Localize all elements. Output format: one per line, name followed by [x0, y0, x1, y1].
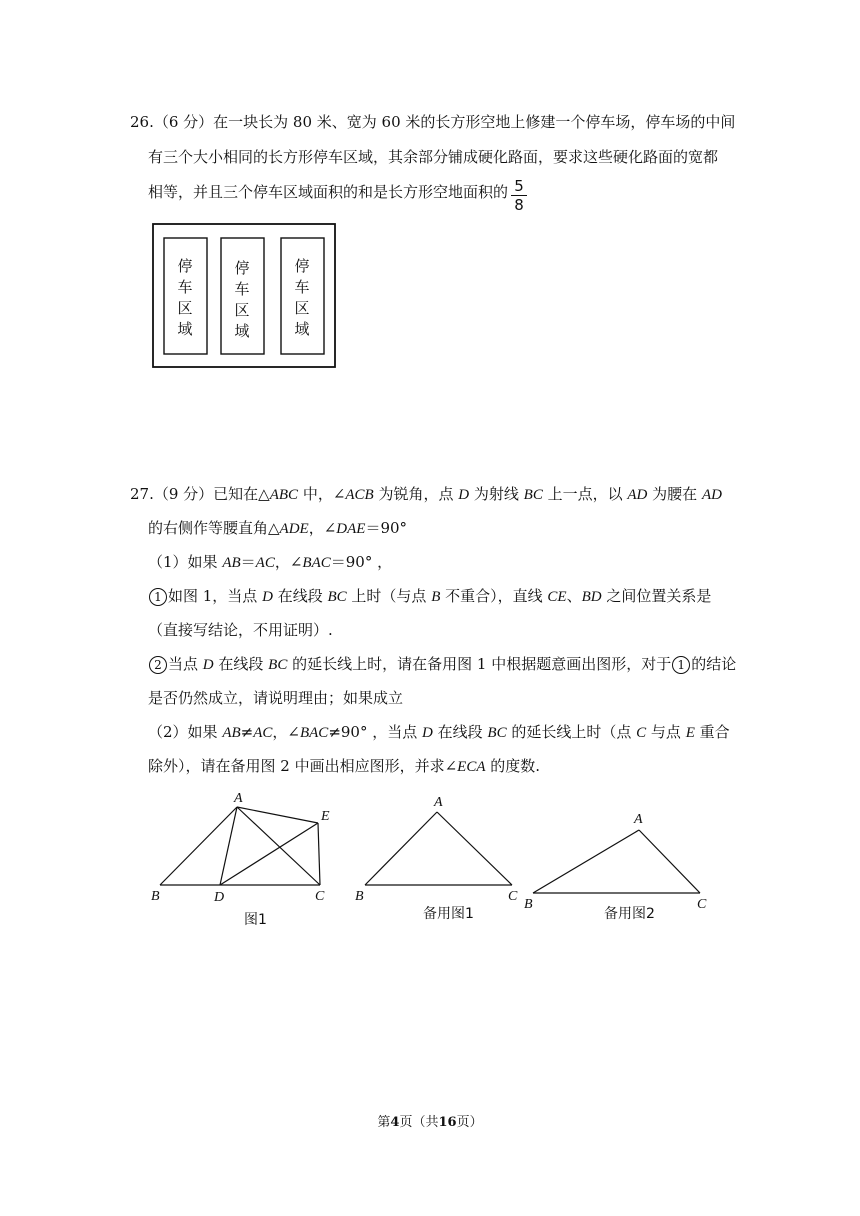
backup-figure-1: [365, 812, 512, 885]
math-var: D: [202, 657, 214, 673]
math-var: BC: [523, 487, 543, 503]
math-var: AC: [255, 555, 275, 571]
segment-AD: [220, 807, 237, 885]
math-var: AC: [253, 725, 273, 741]
text: 为射线: [469, 485, 524, 503]
fig2-caption: 备用图1: [423, 906, 474, 922]
q27-part2: [148, 722, 730, 743]
text: ＝90° ，: [330, 553, 393, 571]
text: ，∠: [272, 723, 300, 741]
zone3-char-3: 区: [294, 299, 310, 317]
fraction-numerator: 5: [514, 177, 524, 195]
text: 中，∠: [298, 485, 346, 503]
q27-part1-intro: [148, 552, 392, 573]
fig3-label-B: B: [524, 897, 533, 912]
text: ，∠: [308, 519, 337, 537]
math-var: BAC: [299, 725, 329, 741]
fig1-label-E: E: [321, 809, 330, 824]
q27-part2-cont: [148, 756, 540, 777]
text: ≠90° ，当点: [328, 723, 423, 741]
q27-sub2: [148, 654, 736, 675]
math-var: AB: [222, 725, 241, 741]
segment-AB: [365, 812, 437, 885]
fig3-label-A: A: [634, 812, 643, 827]
segment-AC: [237, 807, 320, 885]
math-var: BC: [268, 657, 288, 673]
segment-EC: [318, 823, 320, 885]
segment-AB: [160, 807, 237, 885]
math-var: AD: [701, 487, 722, 503]
text: 的度数.: [485, 757, 541, 775]
zone2-char-1: 停: [234, 259, 250, 277]
text: 之间位置关系是: [601, 587, 712, 605]
fig2-label-B: B: [355, 889, 364, 904]
text: ＝90°: [365, 519, 408, 537]
page-number: 4: [390, 1115, 400, 1130]
math-var: ADE: [279, 521, 309, 537]
text: ≠: [240, 723, 254, 741]
math-var: AB: [222, 555, 241, 571]
zone3-char-4: 域: [294, 320, 310, 338]
segment-AC: [437, 812, 512, 885]
fig3-label-C: C: [697, 897, 707, 912]
text: ，∠: [274, 553, 303, 571]
text: 的延长线上时（点: [506, 723, 637, 741]
math-var: BD: [581, 589, 602, 605]
text: ＝: [240, 553, 256, 571]
q27-sub1: [148, 586, 711, 607]
text: 重合: [694, 723, 730, 741]
zone1-char-1: 停: [177, 257, 193, 275]
segment-AC: [639, 830, 700, 893]
text: 的右侧作等腰直角△: [148, 519, 280, 537]
text: 如图 1，当点: [168, 587, 263, 605]
zone1-char-4: 域: [177, 320, 193, 338]
fig1-label-D: D: [214, 890, 225, 905]
math-var: CE: [547, 589, 567, 605]
zone2-char-4: 域: [234, 322, 250, 340]
fig1-label-A: A: [234, 791, 243, 806]
math-var: E: [685, 725, 695, 741]
q27-line-2: [148, 518, 407, 539]
zone2-char-2: 车: [234, 280, 250, 298]
text: 为腰在: [647, 485, 702, 503]
text: （1）如果: [148, 553, 223, 571]
page-footer: [0, 1111, 860, 1130]
circled-number-2: 2: [149, 656, 167, 674]
text: 在线段: [213, 655, 269, 673]
q26-line-2: 有三个大小相同的长方形停车区域，其余部分铺成硬化路面，要求这些硬化路面的宽都: [148, 148, 719, 166]
figure-1: [160, 807, 320, 885]
zone2-char-3: 区: [234, 301, 250, 319]
math-var: BAC: [302, 555, 331, 571]
text: 除外），请在备用图 2 中画出相应图形，并求∠: [148, 757, 458, 775]
zone1-char-3: 区: [177, 299, 193, 317]
text: 与点: [646, 723, 686, 741]
math-var: BC: [487, 725, 507, 741]
text: 不重合），直线: [440, 587, 548, 605]
q27-sub2-cont: 是否仍然成立，请说明理由；如果成立: [148, 689, 404, 707]
q27-line-1: [130, 484, 722, 505]
math-var: ACB: [345, 487, 374, 503]
fig1-label-C: C: [315, 889, 325, 904]
segment-AE: [237, 807, 318, 823]
q26-line-1: 26.（6 分）在一块长为 80 米、宽为 60 米的长方形空地上修建一个停车场，停车场的中间: [130, 113, 736, 131]
fig3-caption: 备用图2: [604, 906, 655, 922]
math-var: BC: [327, 589, 347, 605]
q26-line-3: 相等，并且三个停车区域面积的和是长方形空地面积的: [148, 183, 509, 201]
math-var: DAE: [336, 521, 366, 537]
text: 的结论: [691, 655, 737, 673]
math-var: AD: [627, 487, 648, 503]
text: 页）: [456, 1115, 483, 1130]
text: （2）如果: [148, 723, 223, 741]
text: 在线段: [432, 723, 488, 741]
text: 在线段: [272, 587, 328, 605]
q27-sub1-note: （直接写结论，不用证明）.: [148, 621, 333, 639]
zone3-char-1: 停: [294, 257, 310, 275]
circled-number-1: 1: [149, 588, 167, 606]
text: 页（共: [399, 1115, 439, 1130]
text: 为锐角，点: [373, 485, 459, 503]
math-var: D: [422, 725, 433, 741]
math-var: D: [458, 487, 470, 503]
zone1-char-2: 车: [177, 278, 193, 296]
segment-AB: [533, 830, 639, 893]
fig2-label-C: C: [508, 889, 518, 904]
text: 、: [566, 587, 582, 605]
text: 第: [377, 1115, 391, 1130]
total-pages: 16: [438, 1115, 457, 1130]
fraction-denominator: 8: [514, 196, 524, 215]
math-var: ECA: [457, 759, 486, 775]
text: 上时（与点: [346, 587, 432, 605]
text: 的延长线上时，请在备用图 1 中根据题意画出图形，对于: [287, 655, 672, 673]
backup-figure-2: [533, 830, 700, 893]
math-var: C: [636, 725, 647, 741]
zone3-char-2: 车: [294, 278, 310, 296]
math-var: D: [262, 589, 273, 605]
math-var: ABC: [269, 487, 299, 503]
segment-DE: [220, 823, 318, 885]
circled-number-1-ref: 1: [672, 656, 690, 674]
fig1-caption: 图1: [244, 912, 267, 928]
fig1-label-B: B: [151, 889, 160, 904]
text: 上一点，以: [542, 485, 628, 503]
math-var: B: [431, 589, 441, 605]
text: 当点: [168, 655, 203, 673]
fig2-label-A: A: [434, 795, 443, 810]
text: 27.（9 分）已知在△: [130, 485, 270, 503]
